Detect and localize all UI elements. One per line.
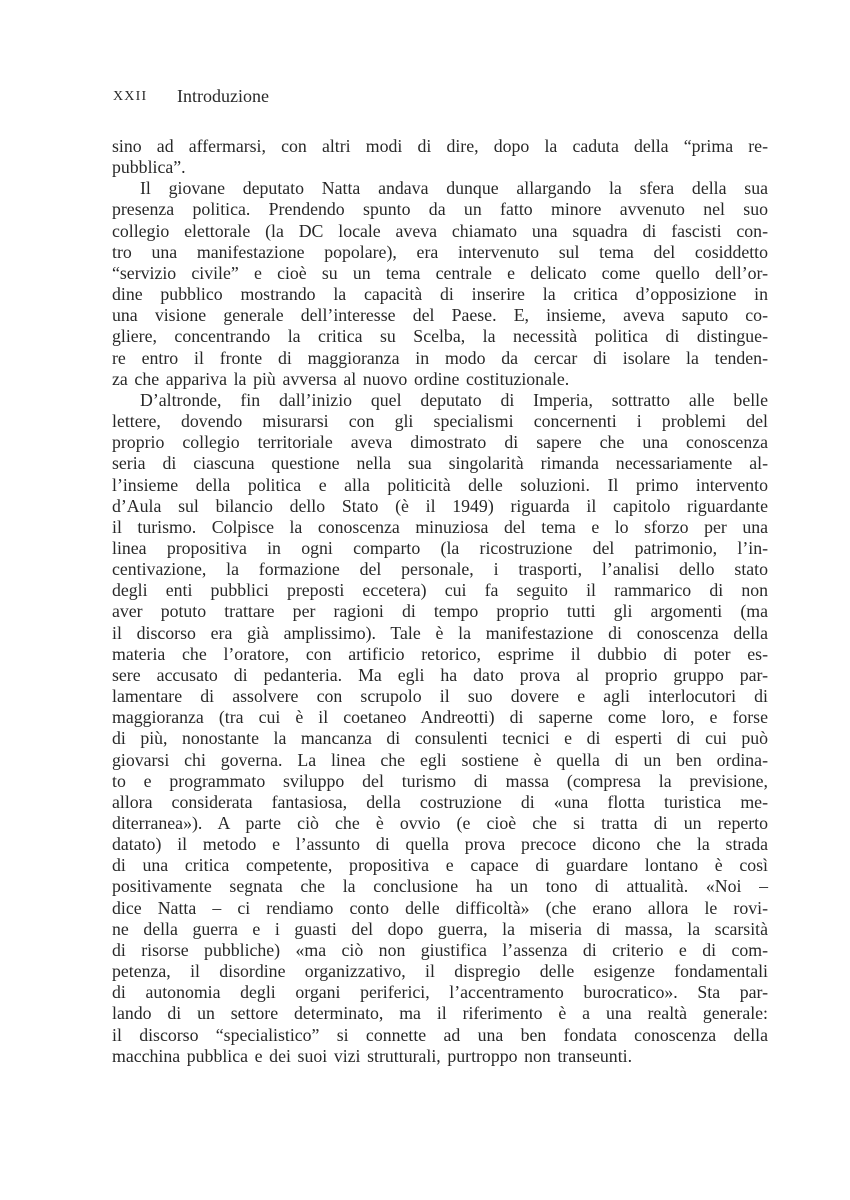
text-line: petenza, il disordine organizzativo, il dispregio delle esigenze fondamentali <box>112 961 768 982</box>
text-line: sere accusato di pedanteria. Ma egli ha dato prova al proprio gruppo par- <box>112 664 768 685</box>
text-line: D’altronde, fin dall’inizio quel deputato di Imperia, sottratto alle belle <box>140 389 768 410</box>
text-line: una visione generale dell’interesse del Paese. E, insieme, aveva saputo co- <box>112 305 768 326</box>
text-line: aver potuto trattare per ragioni di tempo proprio tutti gli argomenti (ma <box>112 601 768 622</box>
text-line: “servizio civile” e cioè su un tema centrale e delicato come quello dell’or- <box>112 262 768 283</box>
text-line: di una critica competente, propositiva e capace di guardare lontano è così <box>112 855 768 876</box>
text-line: dice Natta – ci rendiamo conto delle difficoltà» (che erano allora le rovi- <box>112 897 768 918</box>
text-line: re entro il fronte di maggioranza in modo da cercar di isolare la tenden- <box>112 347 768 368</box>
text-block <box>112 136 768 1067</box>
text-line: Il giovane deputato Natta andava dunque allargando la sfera della sua <box>140 178 768 199</box>
text-line: materia che l’oratore, con artificio retorico, esprime il dubbio di poter es- <box>112 643 768 664</box>
text-line: il turismo. Colpisce la conoscenza minuziosa del tema e lo sforzo per una <box>112 516 768 537</box>
text-line: d’Aula sul bilancio dello Stato (è il 1949) riguarda il capitolo riguardante <box>112 495 768 516</box>
text-line: linea propositiva in ogni comparto (la ricostruzione del patrimonio, l’in- <box>112 537 768 558</box>
text-line: diterranea»). A parte ciò che è ovvio (e cioè che si tratta di un reperto <box>112 813 768 833</box>
text-line: lando di un settore determinato, ma il riferimento è a una realtà generale: <box>112 1003 768 1024</box>
paragraph <box>112 390 768 1067</box>
text-line: l’insieme della politica e alla politicità delle soluzioni. Il primo intervento <box>112 474 768 495</box>
text-line: maggioranza (tra cui è il coetaneo Andreotti) di saperne come loro, e forse <box>112 707 768 728</box>
text-line: macchina pubblica e dei suoi vizi strutturali, purtroppo non transeunti. <box>112 1045 633 1066</box>
text-line: centivazione, la formazione del personale, i trasporti, l’analisi dello stato <box>112 559 768 580</box>
text-line: proprio collegio territoriale aveva dimostrato di sapere che una conoscenza <box>112 432 768 453</box>
text-line: datato) il metodo e l’assunto di quella prova precoce dicono che la strada <box>112 834 768 855</box>
text-line: to e programmato sviluppo del turismo di massa (compresa la previsione, <box>112 770 768 791</box>
text-line: di autonomia degli organi periferici, l’accentramento burocratico». Sta par- <box>112 982 768 1003</box>
running-header-title: Introduzione <box>177 86 269 106</box>
text-line: lettere, dovendo misurarsi con gli specialismi concernenti i problemi del <box>112 411 768 432</box>
text-line: ne della guerra e i guasti del dopo guerra, la miseria di massa, la scarsità <box>112 918 768 939</box>
text-line: pubblica”. <box>112 157 186 178</box>
text-line: il discorso era già amplissimo). Tale è la manifestazione di conoscenza della <box>112 622 768 643</box>
running-header <box>113 86 769 108</box>
text-line: lamentare di assolvere con scrupolo il suo dovere e agli interlocutori di <box>112 686 768 707</box>
page-number: XXII <box>113 89 148 104</box>
text-line: za che appariva la più avversa al nuovo ordine costituzionale. <box>112 368 570 389</box>
text-line: sino ad affermarsi, con altri modi di dire, dopo la caduta della “prima re- <box>112 136 768 156</box>
text-line: dine pubblico mostrando la capacità di inserire la critica d’opposizione in <box>112 284 768 305</box>
text-line: degli enti pubblici preposti eccetera) cui fa seguito il rammarico di non <box>112 580 768 601</box>
text-line: di più, nonostante la mancanza di consulenti tecnici e di esperti di cui può <box>112 728 768 749</box>
text-line: seria di ciascuna questione nella sua singolarità rimanda necessariamente al- <box>112 453 768 474</box>
text-line: giovarsi chi governa. La linea che egli sostiene è quella di un ben ordina- <box>112 749 768 770</box>
text-line: gliere, concentrando la critica su Scelba, la necessità politica di distingue- <box>112 326 768 347</box>
paragraph <box>112 136 768 178</box>
text-line: presenza politica. Prendendo spunto da un fatto minore avvenuto nel suo <box>112 199 768 220</box>
text-line: di risorse pubbliche) «ma ciò non giustifica l’assenza di criterio e di com- <box>112 939 768 960</box>
text-line: il discorso “specialistico” si connette ad una ben fondata conoscenza della <box>112 1024 768 1045</box>
paragraph <box>112 178 768 390</box>
text-line: tro una manifestazione popolare), era intervenuto sul tema del cosiddetto <box>112 241 768 262</box>
text-line: allora considerata fantasiosa, della costruzione di «una flotta turistica me- <box>112 791 768 812</box>
text-line: positivamente segnata che la conclusione ha un tono di attualità. «Noi – <box>112 876 768 897</box>
text-line: collegio elettorale (la DC locale aveva chiamato una squadra di fascisti con- <box>112 220 768 241</box>
